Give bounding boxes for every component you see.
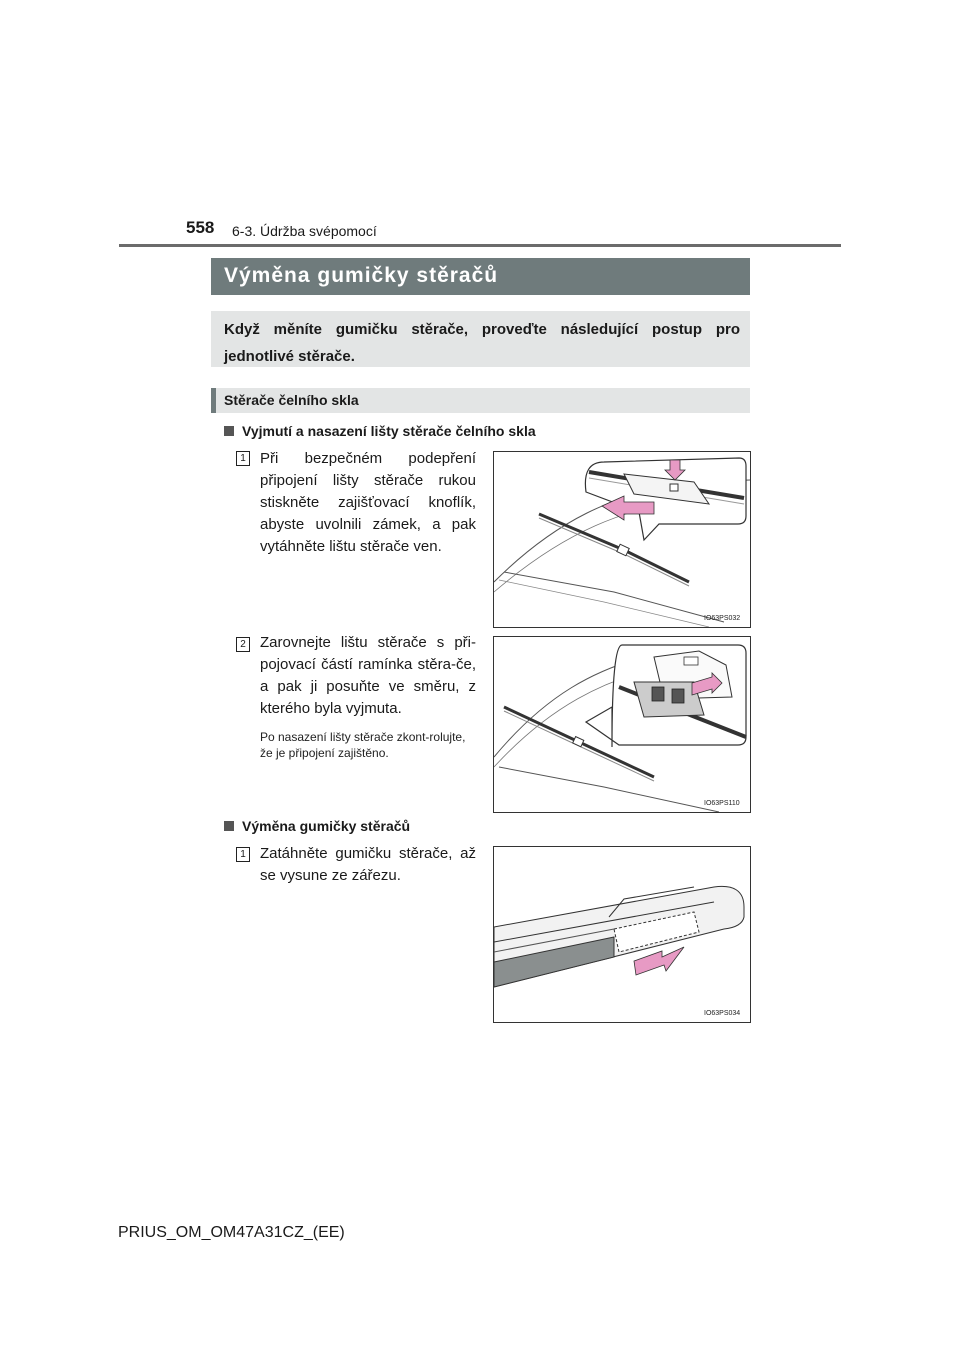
wiper-remove-illustration: [494, 452, 750, 627]
block-heading-remove-install: [224, 423, 536, 439]
page-number: 558: [186, 218, 215, 237]
block-heading-replace-rubber: [224, 818, 410, 834]
square-bullet-icon: [224, 426, 234, 436]
step-text: Zatáhněte gumičku stěrače, až se vysune ze zářezu.: [260, 845, 476, 884]
header-divider: [119, 244, 841, 247]
rubber-pull-illustration: [494, 847, 750, 1022]
square-bullet-icon: [224, 821, 234, 831]
section-title: 6-3. Údržba svépomocí: [232, 223, 377, 239]
step-text: Při bezpečném podepření připojení lišty stěrače rukou stiskněte zajišťovací knoflík, abyste uvolnili zámek, a pak vytáhněte lištu stěrače ven.: [260, 450, 476, 555]
step-number: 1: [236, 451, 250, 466]
page-title: Výměna gumičky stěračů: [224, 264, 499, 287]
figure-rubber-pull: [493, 846, 751, 1023]
step-note: Po nasazení lišty stěrače zkont-rolujte, že je připojení zajištěno.: [260, 730, 466, 760]
wiper-install-illustration: [494, 637, 750, 812]
subsection-title: Stěrače čelního skla: [224, 392, 359, 408]
figure-code: IO63PS032: [704, 615, 741, 622]
figure-code: IO63PS034: [704, 1010, 741, 1017]
footer-doc-id: PRIUS_OM_OM47A31CZ_(EE): [118, 1224, 345, 1241]
step-number: 2: [236, 637, 250, 652]
figure-code: IO63PS110: [704, 800, 740, 807]
figure-wiper-install: [493, 636, 751, 813]
step-number: 1: [236, 847, 250, 862]
block-heading-text: Výměna gumičky stěračů: [242, 818, 411, 834]
figure-wiper-remove: [493, 451, 751, 628]
intro-text: Když měníte gumičku stěrače, proveďte následující postup pro jednotlivé stěrače.: [224, 321, 740, 365]
subsection-accent: [211, 388, 216, 413]
block-heading-text: Vyjmutí a nasazení lišty stěrače čelního skla: [242, 423, 536, 439]
step-text: Zarovnejte lištu stěrače s při-pojovací částí ramínka stěra-če, a pak ji posuňte ve směru, z kterého byla vyjmuta.: [260, 634, 476, 717]
